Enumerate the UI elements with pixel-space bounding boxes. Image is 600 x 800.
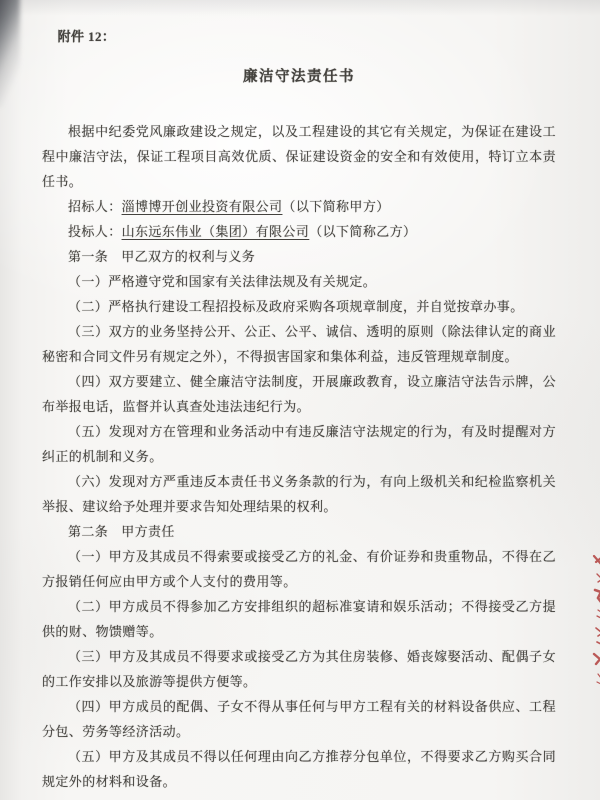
section-number: 第二条: [68, 524, 109, 539]
party-company-name: 淄博博开创业投资有限公司: [121, 199, 283, 214]
party-note: （以下简称乙方）: [309, 224, 417, 239]
section-number: 第一条: [68, 249, 109, 264]
party-line-bidder: [42, 219, 556, 244]
clause: （六）发现对方严重违反本责任书义务条款的行为，有向上级机关和纪检监察机关举报、建议给予处理并要求告知处理结果的权利。: [42, 474, 556, 514]
clause: （五）甲方及其成员不得以任何理由向乙方推荐分包单位，不得要求乙方购买合同规定外的材料和设备。: [42, 749, 556, 789]
document-title: 廉洁守法责任书: [243, 69, 355, 85]
clause: （一）严格遵守党和国家有关法律法规及有关规定。: [68, 274, 377, 289]
party-line-tenderer: [42, 194, 556, 219]
clause: （二）甲方成员不得参加乙方安排组织的超标准宴请和娱乐活动；不得接受乙方提供的财、物馈赠等。: [42, 599, 556, 639]
attachment-label: 附件 12：: [57, 29, 116, 44]
scan-top-shadow: [0, 0, 600, 16]
section-title: 甲方责任: [121, 524, 175, 539]
section-title: 甲乙双方的权利与义务: [121, 249, 256, 264]
clause: （三）双方的业务坚持公开、公正、公平、诚信、透明的原则（除法律认定的商业秘密和合同文件另有规定之外），不得损害国家和集体利益，违反管理规章制度。: [42, 324, 556, 364]
document-content: [42, 24, 556, 794]
party-company-name: 山东远东伟业（集团）有限公司: [121, 224, 310, 239]
party-note: （以下简称甲方）: [282, 199, 390, 214]
party-label: 投标人：: [68, 224, 122, 239]
clause: （五）发现对方在管理和业务活动中有违反廉洁守法规定的行为，有及时提醒对方纠正的机制和义务。: [42, 424, 556, 464]
clause: （四）甲方成员的配偶、子女不得从事任何与甲方工程有关的材料设备供应、工程分包、劳务等经济活动。: [42, 699, 556, 739]
party-label: 招标人：: [68, 199, 122, 214]
clause: （三）甲方及其成员不得要求或接受乙方为其住房装修、婚丧嫁娶活动、配偶子女的工作安排以及旅游等提供方便等。: [42, 649, 556, 689]
intro-paragraph: 根据中纪委党风廉政建设之规定，以及工程建设的其它有关规定，为保证在建设工程中廉洁守法，保证工程项目高效优质、保证建设资金的安全和有效使用，特订立本责任书。: [42, 124, 556, 189]
red-ink-edge-mark: [592, 552, 600, 702]
clause: （四）双方要建立、健全廉洁守法制度，开展廉政教育，设立廉洁守法告示牌，公布举报电话，监督并认真查处违法违纪行为。: [42, 374, 556, 414]
clause: （一）甲方及其成员不得索要或接受乙方的礼金、有价证券和贵重物品，不得在乙方报销任何应由甲方或个人支付的费用等。: [42, 549, 556, 589]
scan-corner-shadow: [0, 0, 20, 107]
clause: （二）严格执行建设工程招投标及政府采购各项规章制度，并自觉按章办事。: [68, 299, 524, 314]
section-1-heading: [42, 244, 556, 269]
section-2-heading: [42, 519, 556, 544]
